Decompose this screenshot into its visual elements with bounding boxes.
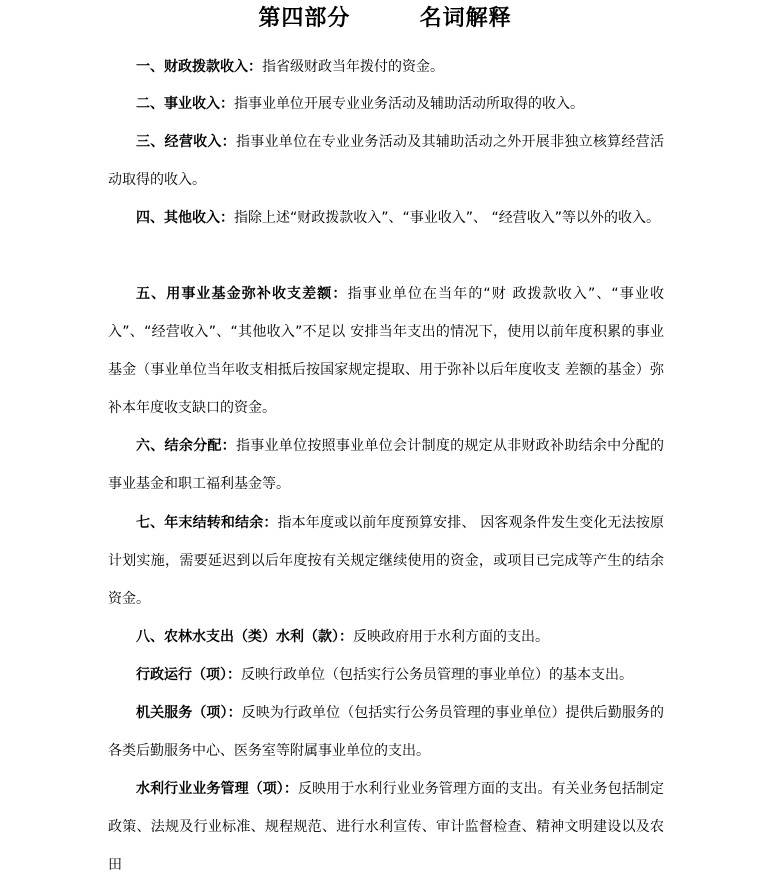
term-label: 一、财政拨款收入：	[136, 59, 262, 75]
term-label: 六、结余分配：	[136, 438, 236, 454]
page-title: 第四部分 名词解释	[258, 5, 512, 31]
paragraph-3	[108, 123, 664, 199]
term-definition: 指本年度或以前年度预算安排、 因客观条件发生变化无法按原计划实施，需要延迟到以后年度按有关规定继续使用的资金，或项目已完成等产生的结余资金。	[108, 515, 664, 607]
term-label: 四、其他收入：	[136, 210, 234, 226]
paragraph-5	[108, 275, 664, 427]
term-label: 八、农林水支出（类）水利（款）：	[136, 629, 353, 645]
paragraph-11	[108, 770, 664, 884]
term-label: 二、事业收入：	[136, 96, 234, 112]
paragraph-7	[108, 504, 664, 618]
term-definition: 指除上述“财政拨款收入”、“事业收入”、 “经营收入”等以外的收入。	[234, 210, 660, 226]
paragraph-6	[108, 427, 664, 503]
term-label: 水利行业业务管理（项）：	[136, 781, 298, 797]
paragraph-9	[108, 656, 664, 694]
term-label: 五、用事业基金弥补收支差额：	[136, 286, 348, 302]
paragraph-4	[108, 199, 664, 237]
term-definition: 反映政府用于水利方面的支出。	[353, 629, 549, 645]
term-definition: 指事业单位在专业业务活动及其辅助活动之外开展非独立核算经营活动取得的收入。	[108, 134, 665, 188]
term-label: 行政运行（项）：	[136, 667, 241, 683]
term-definition: 指省级财政当年拨付的资金。	[262, 59, 444, 75]
term-definition: 指事业单位开展专业业务活动及辅助活动所取得的收入。	[234, 96, 584, 112]
term-label: 七、年末结转和结余：	[136, 515, 278, 531]
paragraph-8	[108, 618, 664, 656]
term-label: 机关服务（项）：	[136, 705, 242, 721]
term-definition: 反映用于水利行业业务管理方面的支出。有关业务包括制定政策、法规及行业标准、规程规范、进行水利宣传、审计监督检查、精神文明建设以及农田	[108, 781, 665, 873]
term-definition: 指事业单位在当年的“财 政拨款收入”、“事业收入”、“经营收入”、“其他收入”不足以 安排当年支出的情况下，使用以前年度积累的事业基金（事业单位当年收支相抵后按国家规定提取、用于弥补以后年度收支 差额的基金）弥补本年度收支缺口的资金。	[108, 286, 665, 416]
term-definition: 反映为行政单位（包括实行公务员管理的事业单位）提供后勤服务的各类后勤服务中心、医务室等附属事业单位的支出。	[108, 705, 665, 759]
term-definition: 反映行政单位（包括实行公务员管理的事业单位）的基本支出。	[241, 667, 633, 683]
paragraph-10	[108, 694, 664, 770]
term-definition: 指事业单位按照事业单位会计制度的规定从非财政补助结余中分配的事业基金和职工福利基金等。	[108, 438, 665, 492]
paragraph-1	[108, 48, 664, 86]
paragraph-2	[108, 85, 664, 123]
term-label: 三、经营收入：	[136, 134, 236, 150]
